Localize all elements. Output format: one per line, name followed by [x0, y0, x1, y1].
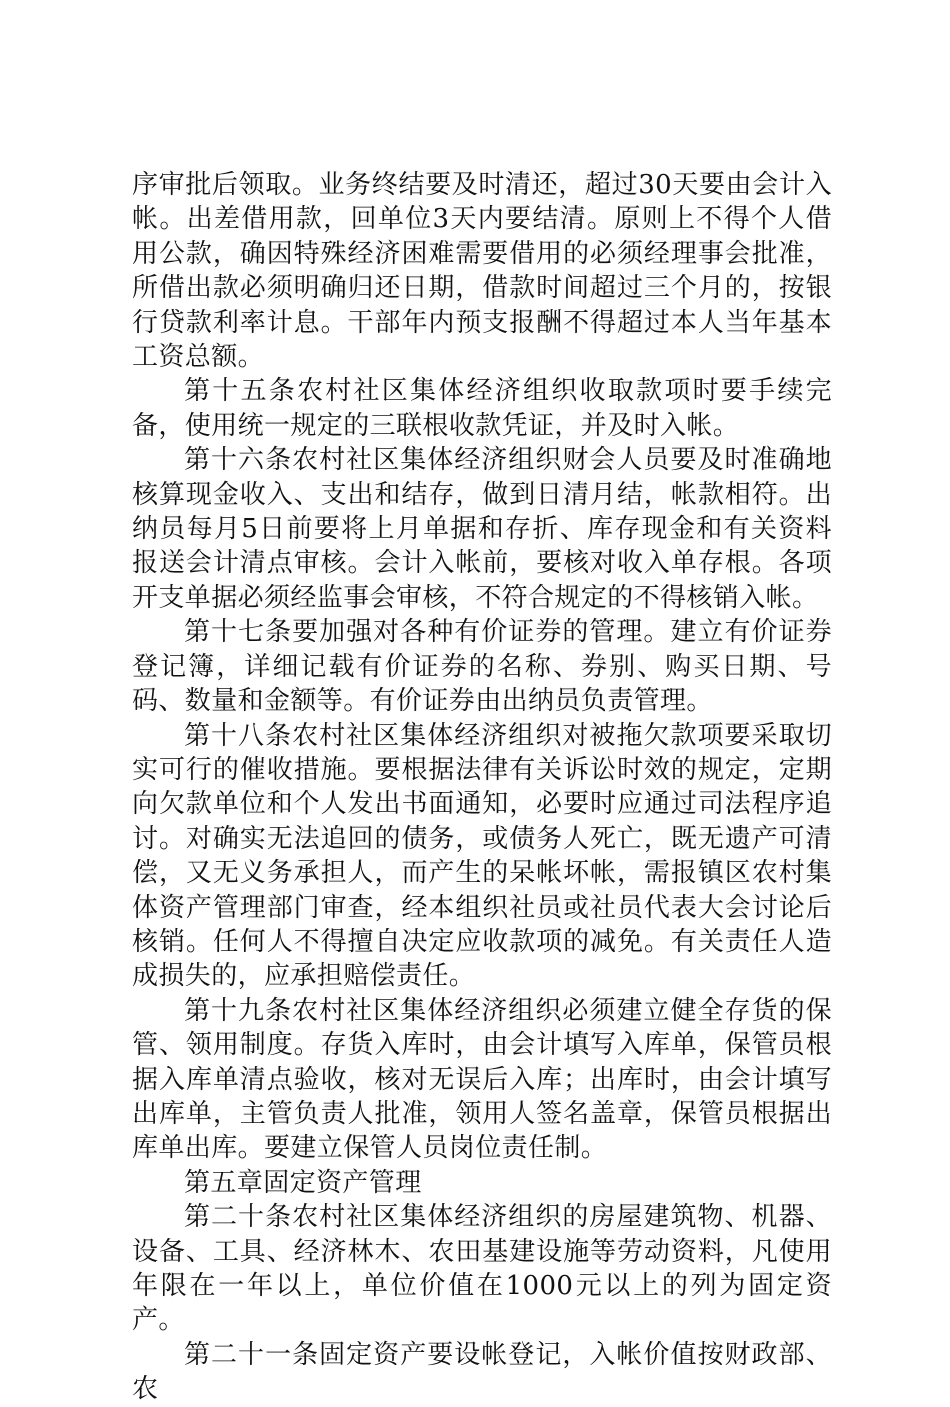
paragraph-article-20: 第二十条农村社区集体经济组织的房屋建筑物、机器、设备、工具、经济林木、农田基建设施等劳动资料，凡使用年限在一年以上，单位价值在1000元以上的列为固定资产。	[132, 1202, 832, 1336]
paragraph-article-16: 第十六条农村社区集体经济组织财会人员要及时准确地核算现金收入、支出和结存，做到日清月结，帐款相符。出纳员每月5日前要将上月单据和存折、库存现金和有关资料报送会计清点审核。会计入帐前，要核对收入单存根。各项开支单据必须经监事会审核，不符合规定的不得核销入帐。	[132, 445, 832, 613]
chapter-heading: 第五章固定资产管理	[184, 1167, 422, 1198]
paragraph-article-19: 第十九条农村社区集体经济组织必须建立健全存货的保管、领用制度。存货入库时，由会计填写入库单，保管员根据入库单清点验收，核对无误后入库；出库时，由会计填写出库单，主管负责人批准，领用人签名盖章，保管员根据出库单出库。要建立保管人员岗位责任制。	[132, 995, 832, 1164]
document-body	[132, 168, 832, 1407]
paragraph-article-18: 第十八条农村社区集体经济组织对被拖欠款项要采取切实可行的催收措施。要根据法律有关诉讼时效的规定，定期向欠款单位和个人发出书面通知，必要时应通过司法程序追讨。对确实无法追回的债务，或债务人死亡，既无遗产可清偿，又无义务承担人，而产生的呆帐坏帐，需报镇区农村集体资产管理部门审查，经本组织社员或社员代表大会讨论后核销。任何人不得擅自决定应收款项的减免。有关责任人造成损失的，应承担赔偿责任。	[132, 720, 832, 992]
paragraph-article-21: 第二十一条固定资产要设帐登记，入帐价值按财政部、农	[132, 1339, 832, 1405]
paragraph-continuation: 序审批后领取。业务终结要及时清还，超过30天要由会计入帐。出差借用款，回单位3天内要结清。原则上不得个人借用公款，确因特殊经济困难需要借用的必须经理事会批准，所借出款必须明确归还日期，借款时间超过三个月的，按银行贷款利率计息。干部年内预支报酬不得超过本人当年基本工资总额。	[132, 170, 832, 373]
paragraph-article-15: 第十五条农村社区集体经济组织收取款项时要手续完备，使用统一规定的三联根收款凭证，并及时入帐。	[132, 376, 832, 441]
paragraph-article-17: 第十七条要加强对各种有价证券的管理。建立有价证券登记簿，详细记载有价证券的名称、券别、购买日期、号码、数量和金额等。有价证券由出纳员负责管理。	[132, 617, 832, 717]
